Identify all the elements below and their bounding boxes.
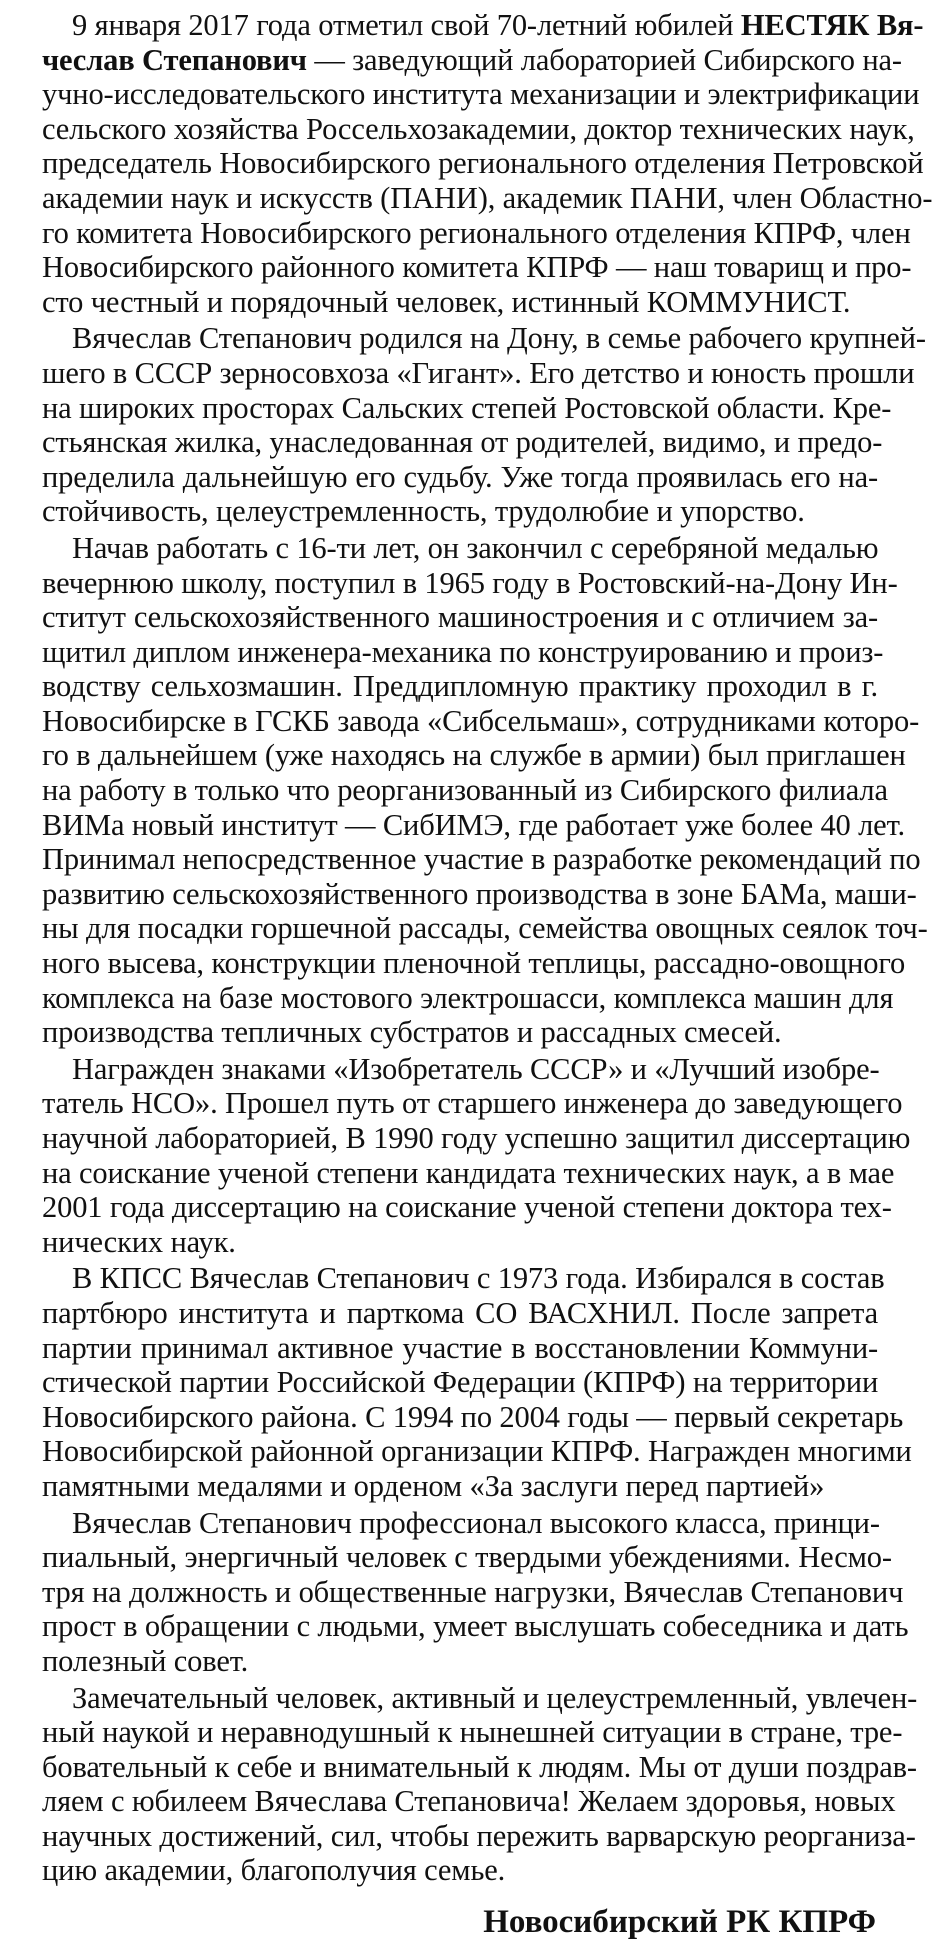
honoree-name: НЕСТЯК Вя- (740, 8, 924, 42)
text-line: учно-исследовательского института механизации и электрификации (42, 77, 920, 112)
text-line: на работу в только что реорганизованный из Сибирского филиала (42, 773, 888, 808)
paragraph-childhood (42, 321, 926, 529)
paragraph-character (42, 1505, 909, 1679)
text-line: председатель Новосибирского регионального отделения Петровской (42, 146, 924, 181)
text-line: Принимал непосредственное участие в разработке рекомендаций по (42, 842, 921, 877)
text-line (42, 42, 902, 78)
text-line: вечернюю школу, поступил в 1965 году в Ростовский-на-Дону Ин- (42, 565, 898, 600)
text-line: производства тепличных субстратов и рассадных смесей. (42, 1015, 782, 1050)
text-line: ститут сельскохозяйственного машиностроения и с отличием за- (42, 600, 878, 635)
text-line: на соискание ученой степени кандидата технических наук, а в мае (42, 1155, 895, 1190)
text-line: ный наукой и неравнодушный к нынешней ситуации в стране, тре- (42, 1715, 903, 1750)
text-line: татель НСО». Прошел путь от старшего инженера до заведующего (42, 1086, 903, 1121)
text-line: сто честный и порядочный человек, истинный КОММУНИСТ. (42, 284, 851, 319)
text-line: Награжден знаками «Изобретатель СССР» и «Лучший изобре- (72, 1051, 880, 1086)
text-line: бовательный к себе и внимательный к людям. Мы от души поздрав- (42, 1749, 917, 1784)
text-line: полезный совет. (42, 1643, 249, 1678)
text-line: тря на должность и общественные нагрузки, Вячеслав Степанович (42, 1574, 904, 1609)
text-line: на широких просторах Сальских степей Ростовской области. Кре- (42, 390, 892, 425)
paragraph-intro (42, 8, 932, 319)
text-line: щитил диплом инженера-механика по конструированию и произ- (42, 634, 884, 669)
text-line: партии принимал активное участие в восстановлении Коммуни- (42, 1330, 878, 1365)
text-line: ного высева, конструкции пленочной теплицы, рассадно-овощного (42, 946, 906, 981)
text-line: памятными медалями и орденом «За заслуги перед партией» (42, 1468, 825, 1503)
text-line: стьянская жилка, унаследованная от родителей, видимо, и предо- (42, 425, 883, 460)
honoree-name: чеслав Степанович (42, 42, 307, 77)
text-line: цию академии, благополучия семье. (42, 1853, 506, 1888)
text-line: го комитета Новосибирского регионального отделения КПРФ, член (42, 215, 911, 250)
text-line: ВИМа новый институт — СибИМЭ, где работает уже более 40 лет. (42, 807, 905, 842)
text-line: развитию сельскохозяйственного производства в зоне БАМа, маши- (42, 876, 917, 911)
text-line: В КПСС Вячеслав Степанович с 1973 года. Избирался в состав (72, 1261, 885, 1296)
text-line: академии наук и искусств (ПАНИ), академик ПАНИ, член Областно- (42, 180, 932, 215)
text-line: водству сельхозмашин. Преддипломную практику проходил в г. (42, 669, 878, 704)
text-line: научных достижений, сил, чтобы пережить варварскую реорганиза- (42, 1818, 916, 1853)
text-line: ляем с юбилеем Вячеслава Степановича! Желаем здоровья, новых (42, 1784, 896, 1819)
signature: Новосибирский РК КПРФ (483, 1904, 876, 1941)
text-line: стической партии Российской Федерации (КПРФ) на территории (42, 1365, 879, 1400)
text-line: Новосибирске в ГСКБ завода «Сибсельмаш», сотрудниками которо- (42, 703, 920, 738)
text-line: комплекса на базе мостового электрошасси, комплекса машин для (42, 980, 894, 1015)
text-line: Замечательный человек, активный и целеустремленный, увлечен- (72, 1680, 918, 1715)
text-line: Новосибирского района. С 1994 по 2004 годы — первый секретарь (42, 1399, 904, 1434)
text-line: сельского хозяйства Россельхозакадемии, доктор технических наук, (42, 111, 915, 146)
text-line: Вячеслав Степанович родился на Дону, в семье рабочего крупней- (72, 321, 926, 356)
text-line: ны для посадки горшечной рассады, семейства овощных сеялок точ- (42, 911, 928, 946)
paragraph-party (42, 1261, 912, 1503)
text-line: Вячеслав Степанович профессионал высокого класса, принци- (72, 1505, 880, 1540)
text-line: пиальный, энергичный человек с твердыми убеждениями. Несмо- (42, 1540, 892, 1575)
text-line: шего в СССР зерносовхоза «Гигант». Его детство и юность прошли (42, 355, 915, 390)
text-line: научной лабораторией, В 1990 году успешно защитил диссертацию (42, 1121, 911, 1155)
text-line: Новосибирской районной организации КПРФ. Награжден многими (42, 1434, 912, 1469)
text-line: 2001 года диссертацию на соискание ученой степени доктора тех- (42, 1190, 892, 1225)
text-line: Новосибирского районного комитета КПРФ — наш товарищ и про- (42, 250, 912, 285)
text-segment: — заведующий лабораторией Сибирского на- (306, 42, 902, 77)
text-line (42, 8, 924, 43)
text-segment: 9 января 2017 года отметил свой 70-летний юбилей (72, 8, 741, 42)
text-line: нических наук. (42, 1224, 236, 1259)
text-line: Начав работать с 16-ти лет, он закончил с серебряной медалью (72, 530, 879, 565)
paragraph-awards (42, 1051, 911, 1260)
paragraph-career (42, 530, 928, 1050)
text-line: стойчивость, целеустремленность, трудолюбие и упорство. (42, 494, 805, 529)
text-line: прост в обращении с людьми, умеет выслушать собеседника и дать (42, 1609, 909, 1644)
paragraph-wishes (42, 1680, 918, 1889)
text-line: партбюро института и парткома СО ВАСХНИЛ. После запрета (42, 1295, 878, 1330)
text-line: го в дальнейшем (уже находясь на службе в армии) был приглашен (42, 738, 906, 773)
text-line: пределила дальнейшую его судьбу. Уже тогда проявилась его на- (42, 459, 878, 494)
